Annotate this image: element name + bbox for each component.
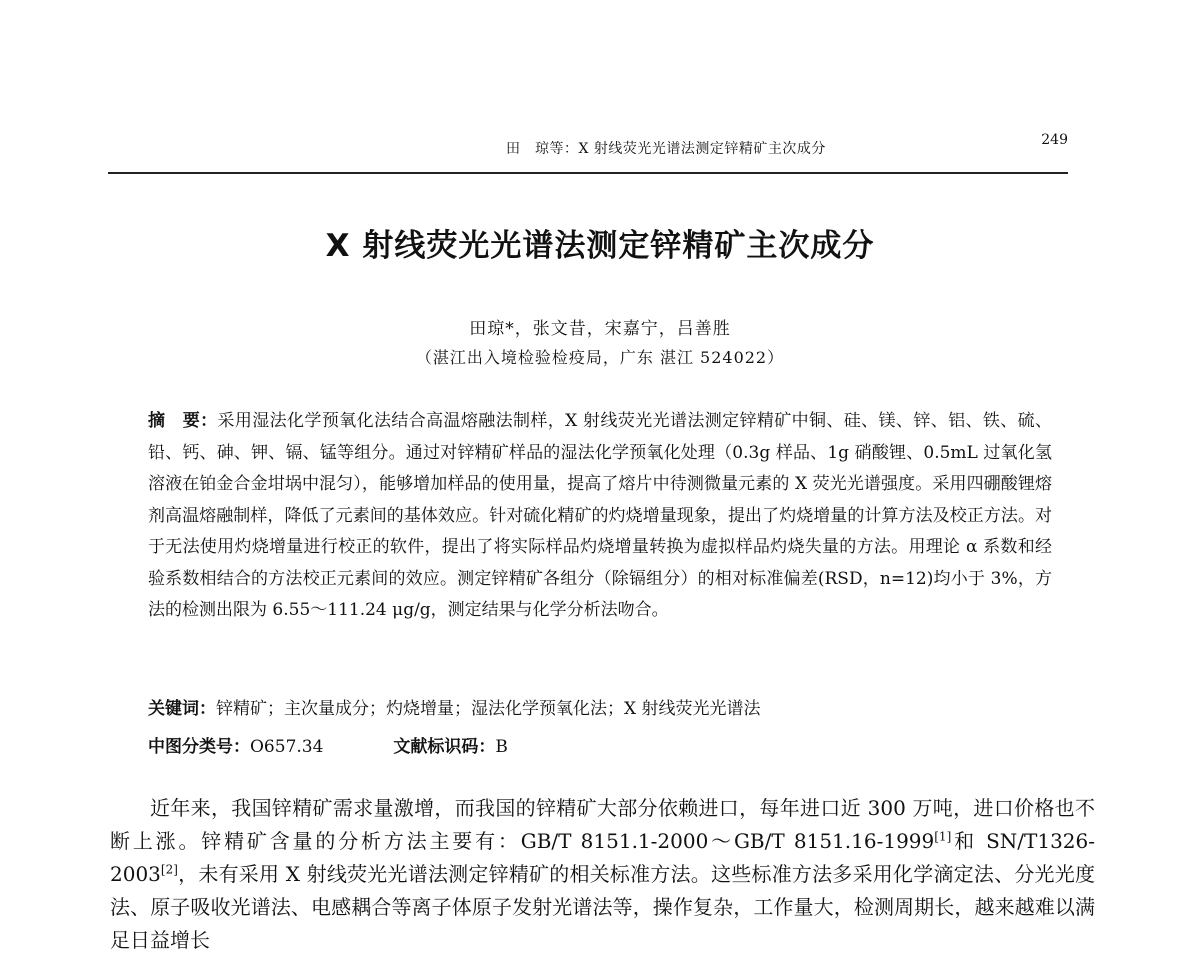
running-header — [108, 132, 1068, 174]
abstract-text: 采用湿法化学预氧化法结合高温熔融法制样，X 射线荧光光谱法测定锌精矿中铜、硅、镁、锌、铝、铁、硫、铅、钙、砷、钾、镉、锰等组分。通过对锌精矿样品的湿法化学预氧化处理（0.3g 样品、1g 硝酸锂、0.5mL 过氧化氢溶液在铂金合金坩埚中混匀），能够增加样品的使用量，提高了熔片中待测微量元素的 X 荧光光谱强度。采用四硼酸锂熔剂高温熔融制样，降低了元素间的基体效应。针对硫化精矿的灼烧增量现象，提出了灼烧增量的计算方法及校正方法。对于无法使用灼烧增量进行校正的软件，提出了将实际样品灼烧增量转换为虚拟样品灼烧失量的方法。用理论 α 系数和经验系数相结合的方法校正元素间的效应。测定锌精矿各组分（除镉组分）的相对标准偏差(RSD，n=12)均小于 3%，方法的检测出限为 6.55～111.24 μg/g，测定结果与化学分析法吻合。 — [148, 411, 1052, 620]
citation-2[interactable]: [2] — [160, 862, 178, 877]
doc-code-label: 文献标识码： — [393, 737, 496, 757]
body-text-part3: ，未有采用 X 射线荧光光谱法测定锌精矿的相关标准方法。这些标准方法多采用化学滴定法、分光光度法、原子吸收光谱法、电感耦合等离子体原子发射光谱法等，操作复杂，工作量大，检测周期长，越来越难以满足日益增长 — [110, 862, 1095, 952]
body-paragraph — [110, 792, 1095, 957]
citation-1[interactable]: [1] — [934, 829, 952, 844]
affiliation: （湛江出入境检验检疫局，广东 湛江 524022） — [415, 348, 785, 367]
clc-value: O657.34 — [250, 737, 324, 757]
page-number: 249 — [1041, 132, 1068, 148]
classification-line — [148, 732, 1052, 757]
keywords-text: 锌精矿；主次量成分；灼烧增量；湿法化学预氧化法；X 射线荧光光谱法 — [216, 699, 761, 719]
clc-label: 中图分类号： — [148, 737, 250, 757]
doc-code-value: B — [495, 737, 508, 757]
keywords — [148, 694, 1052, 719]
body-text-part1: 近年来，我国锌精矿需求量激增，而我国的锌精矿大部分依赖进口，每年进口近 300 万吨，进口价格也不断上涨。锌精矿含量的分析方法主要有：GB/T 8151.1-2000～GB/T 8151.16-1999 — [110, 796, 1095, 853]
keywords-label: 关键词： — [148, 699, 216, 719]
body-text-part2: 和 SN/T1326-2003 — [110, 829, 1096, 886]
abstract-label: 摘 要： — [148, 411, 218, 431]
author-list: 田琼*，张文昔，宋嘉宁，吕善胜 — [469, 319, 731, 339]
abstract — [148, 406, 1052, 627]
paper-title: X 射线荧光光谱法测定锌精矿主次成分 — [325, 228, 875, 264]
running-title: 田 琼等：X 射线荧光光谱法测定锌精矿主次成分 — [506, 141, 826, 157]
